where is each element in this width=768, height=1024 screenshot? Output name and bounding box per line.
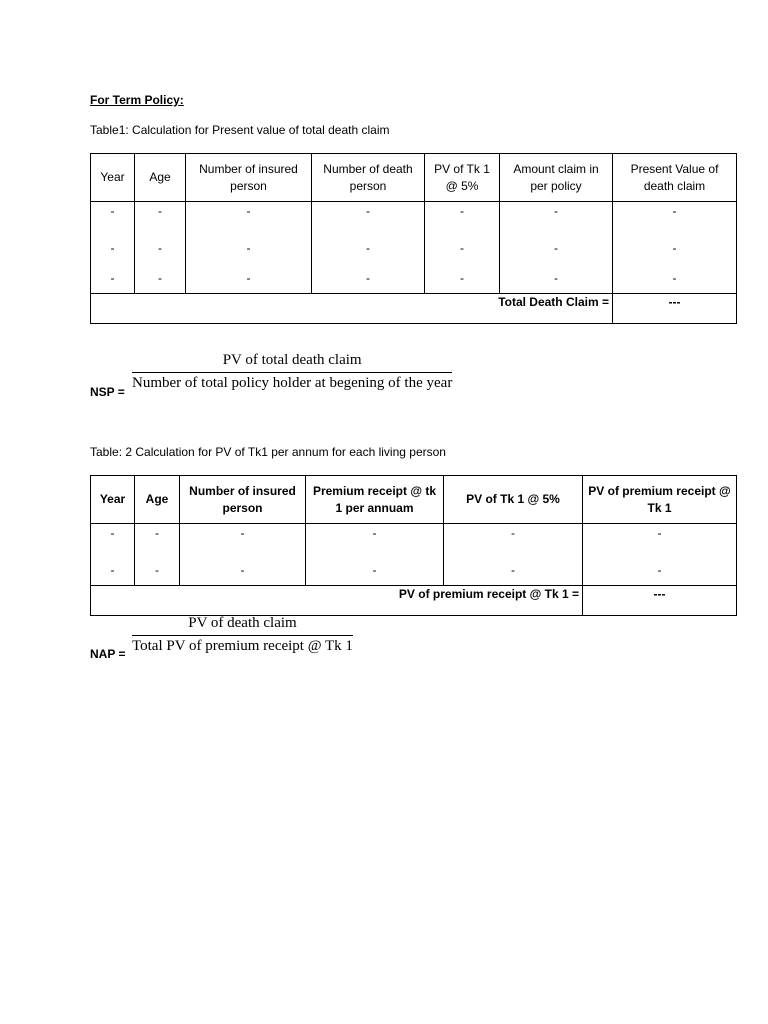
table1-header-row: [91, 154, 737, 202]
table-cell: -: [613, 233, 737, 263]
table-cell: -: [500, 263, 613, 294]
table1-total-label: Total Death Claim =: [91, 294, 613, 324]
table2-header-year: Year: [91, 476, 135, 524]
nsp-numerator: PV of total death claim: [132, 352, 452, 373]
table2-total-row: [91, 586, 737, 616]
table-cell: -: [306, 524, 444, 556]
nap-fraction: [132, 615, 353, 655]
nap-label: NAP =: [90, 647, 126, 661]
nsp-label: NSP =: [90, 385, 125, 399]
nap-numerator: PV of death claim: [132, 615, 353, 636]
table1-total-value: ---: [613, 294, 737, 324]
nsp-fraction: [132, 352, 452, 392]
table1-header-year: Year: [91, 154, 135, 202]
table2-header-row: [91, 476, 737, 524]
table-cell: -: [583, 555, 737, 586]
table2-header-pv: PV of Tk 1 @ 5%: [444, 476, 583, 524]
table-cell: -: [186, 263, 312, 294]
table-cell: -: [91, 202, 135, 234]
table-cell: -: [444, 524, 583, 556]
table-cell: -: [135, 263, 186, 294]
table-cell: -: [135, 202, 186, 234]
table1-header-death: Number of death person: [312, 154, 425, 202]
table2-header-premium: Premium receipt @ tk 1 per annuam: [306, 476, 444, 524]
table1-header-age: Age: [135, 154, 186, 202]
table-cell: -: [135, 555, 180, 586]
table1-caption: Table1: Calculation for Present value of total death claim: [90, 123, 390, 137]
table-cell: -: [444, 555, 583, 586]
table-row: [91, 233, 737, 263]
table-cell: -: [186, 233, 312, 263]
table-cell: -: [186, 202, 312, 234]
section-heading: For Term Policy:: [90, 93, 184, 107]
table-cell: -: [180, 555, 306, 586]
table-cell: -: [135, 524, 180, 556]
table1-total-row: [91, 294, 737, 324]
table-cell: -: [91, 263, 135, 294]
nsp-denominator: Number of total policy holder at begening of the year: [132, 375, 453, 391]
table-row: [91, 524, 737, 556]
table1: [90, 153, 737, 324]
table2-header-insured: Number of insured person: [180, 476, 306, 524]
table-cell: -: [312, 263, 425, 294]
table-cell: -: [91, 524, 135, 556]
table-cell: -: [425, 233, 500, 263]
table-cell: -: [135, 233, 186, 263]
table2-header-pv-premium: PV of premium receipt @ Tk 1: [583, 476, 737, 524]
table-cell: -: [91, 555, 135, 586]
nap-denominator: Total PV of premium receipt @ Tk 1: [132, 638, 353, 654]
table2-header-age: Age: [135, 476, 180, 524]
table-cell: -: [91, 233, 135, 263]
table-row: [91, 555, 737, 586]
table-cell: -: [425, 263, 500, 294]
table-cell: -: [613, 263, 737, 294]
table2-total-value: ---: [583, 586, 737, 616]
table1-header-amount: Amount claim in per policy: [500, 154, 613, 202]
table-cell: -: [306, 555, 444, 586]
table1-header-present-value: Present Value of death claim: [613, 154, 737, 202]
table-cell: -: [500, 233, 613, 263]
table-cell: -: [180, 524, 306, 556]
table-cell: -: [312, 233, 425, 263]
table2: [90, 475, 737, 616]
table-cell: -: [613, 202, 737, 234]
table-cell: -: [312, 202, 425, 234]
table1-header-pv: PV of Tk 1 @ 5%: [425, 154, 500, 202]
table-cell: -: [500, 202, 613, 234]
table1-header-insured: Number of insured person: [186, 154, 312, 202]
table2-caption: Table: 2 Calculation for PV of Tk1 per annum for each living person: [90, 445, 446, 459]
table-row: [91, 202, 737, 234]
table-row: [91, 263, 737, 294]
table2-total-label: PV of premium receipt @ Tk 1 =: [91, 586, 583, 616]
table-cell: -: [425, 202, 500, 234]
table-cell: -: [583, 524, 737, 556]
